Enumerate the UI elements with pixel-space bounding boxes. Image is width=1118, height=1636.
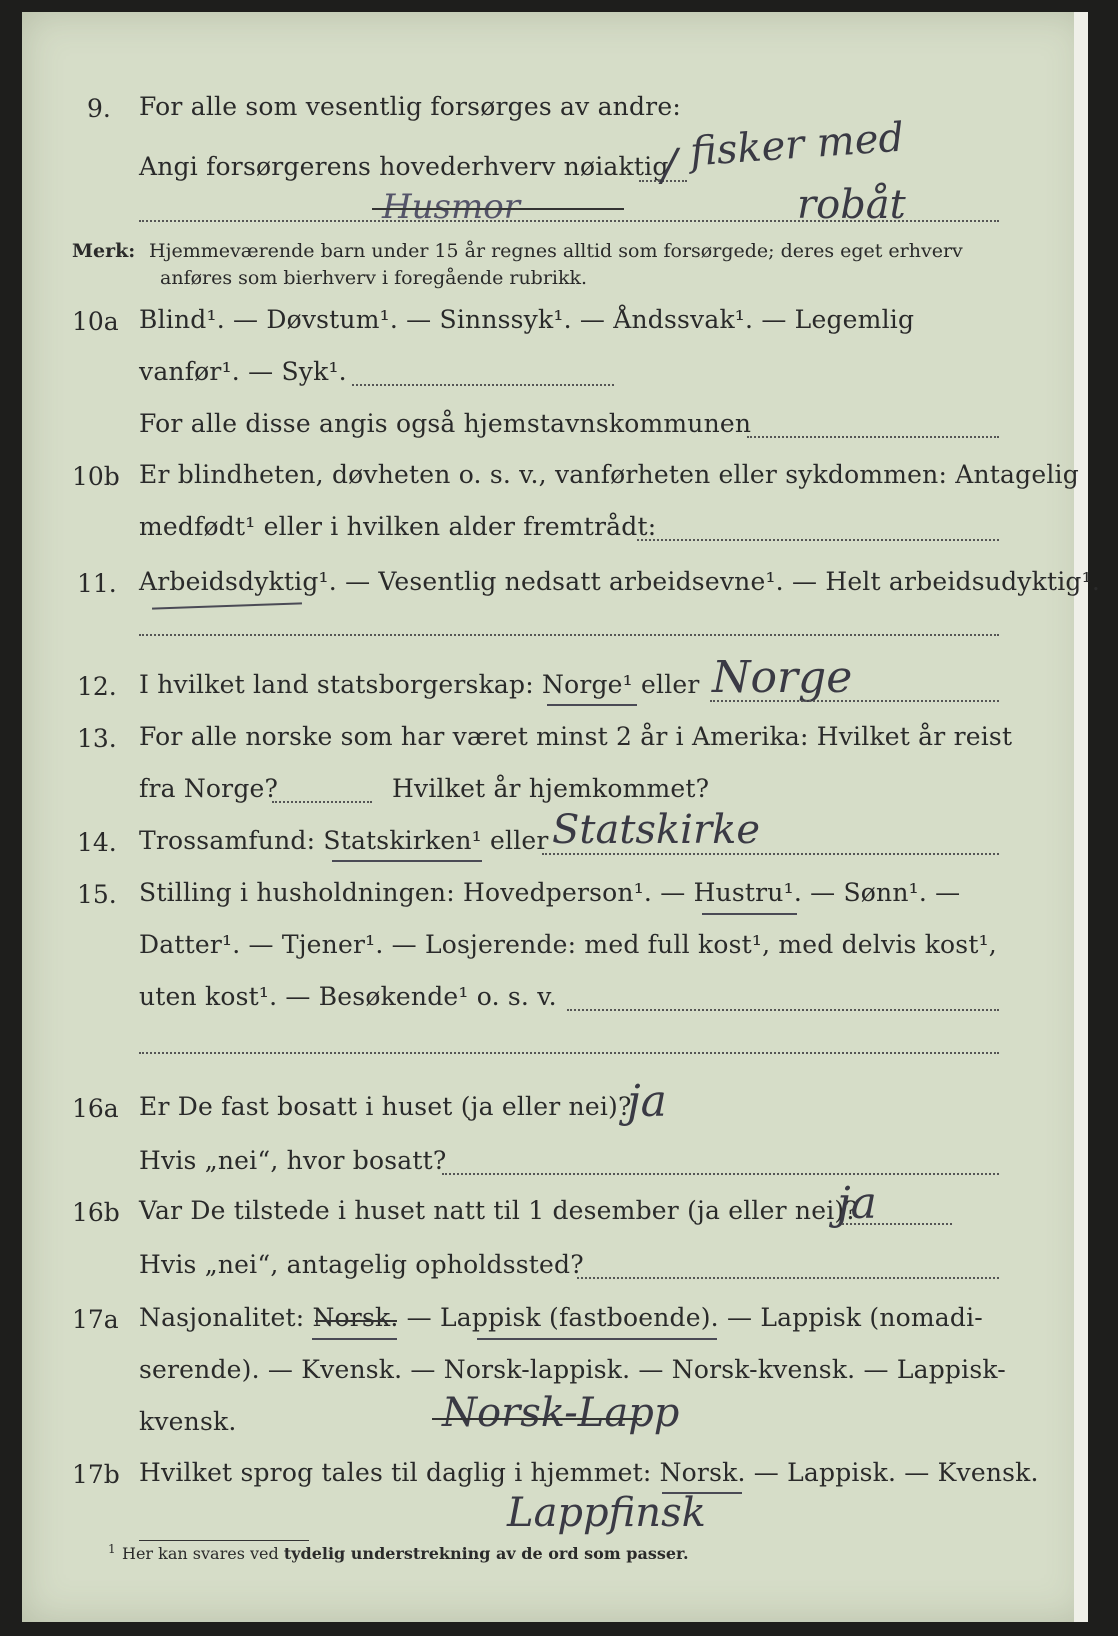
footnote-text: [122, 1544, 689, 1563]
q17a-underline-lappisk: [477, 1338, 717, 1340]
q16a-line1: Er De fast bosatt i huset (ja eller nei)?: [139, 1092, 632, 1121]
q12-underline: [547, 704, 637, 706]
footnote-mark: 1: [108, 1542, 116, 1556]
q16b-line1: Var De tilstede i huset natt til 1 desember (ja eller nei)?: [139, 1196, 858, 1225]
q16b-handwritten-answer: ja: [837, 1178, 877, 1229]
q17a-answer-strike: [432, 1418, 642, 1420]
q11-answer-line: [139, 634, 999, 636]
q17b-number: 17b: [72, 1460, 120, 1489]
q17a-norsk-strike: [315, 1320, 397, 1322]
q14-handwritten-answer: Statskirke: [552, 807, 760, 853]
q10b-line2: medfødt¹ eller i hvilken alder fremtrådt:: [139, 512, 657, 541]
q9-struck-answer: Husmor: [382, 187, 520, 227]
q15-answer-line: [139, 1052, 999, 1054]
census-form-page: 9. For alle som vesentlig forsørges av andre: Angi forsørgerens hovederhverv nøiaktig fisker med / Husmor robåt Merk: Hjemmeværende barn under 15 år regnes alltid som forsørgede; deres eget erhverv anføres som bierhverv i foregående rubrikk. 10a Blind¹. — Døvstum¹. — Sinnssyk¹. — Åndssvak¹. — Legemlig vanfør¹. — Syk¹. For alle disse angis også hjemstavnskommunen 10b Er blindheten, døvheten o. s. v., vanførheten eller sykdommen: Antagelig medfødt¹ eller i hvilken alder fremtrådt: 11. Arbeidsdyktig¹. — Vesentlig nedsatt arbeidsevne¹. — Helt arbeidsudyktig¹. 12. I hvilket land statsborgerskap: Norge¹ eller Norge 13. For alle norske som har været minst 2 år i Amerika: Hvilket år reist fra Norge? Hvilket år hjemkommet? 14. Trossamfund: Statskirken¹ eller Statskirke 15. Stilling i husholdningen: Hovedperson¹. — Hustru¹. — Sønn¹. — Datter¹. — Tjener¹. — Losjerende: med full kost¹, med delvis kost¹, uten kost¹. — Besøkende¹ o. s. v. 16a Er De fast bosatt i huset (ja eller nei)? ja Hvis „nei“, hvor bosatt? 16b Var De tilstede i huset natt til 1 desember (ja eller nei)? ja Hvis „nei“, antagelig opholdssted? 17a Nasjonalitet: Norsk. — Lappisk (fastboende). — Lappisk (nomadi- serende). — Kvensk. — Norsk-lappisk. — Norsk-kvensk. — Lappisk- kvensk. Norsk-Lapp 17b Hvilket sprog tales til daglig i hjemmet: Norsk. — Lappisk. — Kvensk. Lappfinsk 1 Her kan svares ved tydelig understrekning av de ord som passer.: [22, 12, 1088, 1622]
q16b-number: 16b: [72, 1198, 120, 1227]
q16a-handwritten-answer: ja: [627, 1076, 667, 1127]
footnote-rule: [139, 1540, 309, 1541]
q17a-line3: kvensk.: [139, 1407, 237, 1436]
q13-line2b: Hvilket år hjemkommet?: [392, 774, 710, 803]
q11-line1: Arbeidsdyktig¹. — Vesentlig nedsatt arbeidsevne¹. — Helt arbeidsudyktig¹.: [139, 567, 1100, 596]
q12-handwritten-answer: Norge: [712, 652, 853, 703]
q15-line3: uten kost¹. — Besøkende¹ o. s. v.: [139, 982, 557, 1011]
q9-answer-line: [139, 220, 999, 222]
q14-line1: Trossamfund: Statskirken¹ eller: [139, 826, 549, 855]
footnote-text-a: Her kan svares ved: [122, 1544, 284, 1563]
q9-line2: Angi forsørgerens hovederhverv nøiaktig: [139, 152, 669, 181]
footnote-text-b: tydelig understrekning av de ord som passer.: [283, 1544, 689, 1563]
q17a-number: 17a: [72, 1305, 119, 1334]
q9-number: 9.: [87, 94, 111, 123]
binding-strip: [1074, 12, 1088, 1622]
q16a-number: 16a: [72, 1094, 119, 1123]
q9-handwritten-answer-2: robåt: [797, 182, 906, 228]
q10a-dotted-line: [352, 384, 614, 386]
q12-line1: I hvilket land statsborgerskap: Norge¹ eller: [139, 670, 700, 699]
q14-dotted-line: [542, 853, 999, 855]
q17a-line2: serende). — Kvensk. — Norsk-lappisk. — Norsk-kvensk. — Lappisk-: [139, 1355, 1006, 1384]
merk-label: Merk:: [72, 240, 136, 262]
q10a-number: 10a: [72, 307, 119, 336]
q14-number: 14.: [77, 828, 117, 857]
q17a-underline-norsk: [312, 1338, 397, 1340]
q11-number: 11.: [77, 569, 117, 598]
q13-reist-line: [272, 801, 372, 803]
q9-handwritten-answer-1: fisker med: [688, 114, 906, 176]
q15-underline: [702, 913, 797, 915]
q9-line1: For alle som vesentlig forsørges av andre:: [139, 92, 681, 121]
q10b-number: 10b: [72, 462, 120, 491]
q13-line2a: fra Norge?: [139, 774, 279, 803]
q16a-line2: Hvis „nei“, hvor bosatt?: [139, 1146, 447, 1175]
q16b-line2: Hvis „nei“, antagelig opholdssted?: [139, 1250, 584, 1279]
q16b-opholdssted-line: [577, 1277, 999, 1279]
q10a-line2: vanfør¹. — Syk¹.: [139, 357, 347, 386]
merk-line2: anføres som bierhverv i foregående rubrikk.: [160, 267, 588, 289]
merk-line1: Hjemmeværende barn under 15 år regnes alltid som forsørgede; deres eget erhverv: [149, 240, 963, 262]
q10a-line3: For alle disse angis også hjemstavnskommunen: [139, 409, 752, 438]
q14-underline: [332, 860, 482, 862]
q17b-handwritten-answer: Lappfinsk: [507, 1490, 706, 1536]
q15-line2: Datter¹. — Tjener¹. — Losjerende: med full kost¹, med delvis kost¹,: [139, 930, 997, 959]
q17a-line1: Nasjonalitet: Norsk. — Lappisk (fastboende). — Lappisk (nomadi-: [139, 1303, 983, 1332]
q11-underline: [152, 602, 302, 609]
q10a-line1: Blind¹. — Døvstum¹. — Sinnssyk¹. — Åndssvak¹. — Legemlig: [139, 305, 915, 334]
q16a-dotted-line: [442, 1173, 999, 1175]
q10b-line1: Er blindheten, døvheten o. s. v., vanførheten eller sykdommen: Antagelig: [139, 460, 1079, 489]
q17b-line1: Hvilket sprog tales til daglig i hjemmet: Norsk. — Lappisk. — Kvensk.: [139, 1458, 1039, 1487]
q16b-dotted-line: [842, 1223, 952, 1225]
q15-line1: Stilling i husholdningen: Hovedperson¹. — Hustru¹. — Sønn¹. —: [139, 878, 961, 907]
q15-dotted-line: [567, 1009, 999, 1011]
q10a-hjemstavn-line: [747, 436, 999, 438]
q10b-dotted-line: [637, 539, 999, 541]
q15-number: 15.: [77, 880, 117, 909]
q13-number: 13.: [77, 724, 117, 753]
q9-strikethrough: [372, 208, 624, 210]
q12-dotted-line: [710, 700, 999, 702]
q13-line1: For alle norske som har været minst 2 år i Amerika: Hvilket år reist: [139, 722, 1013, 751]
q12-number: 12.: [77, 672, 117, 701]
q17a-handwritten-answer: Norsk-Lapp: [442, 1390, 680, 1436]
